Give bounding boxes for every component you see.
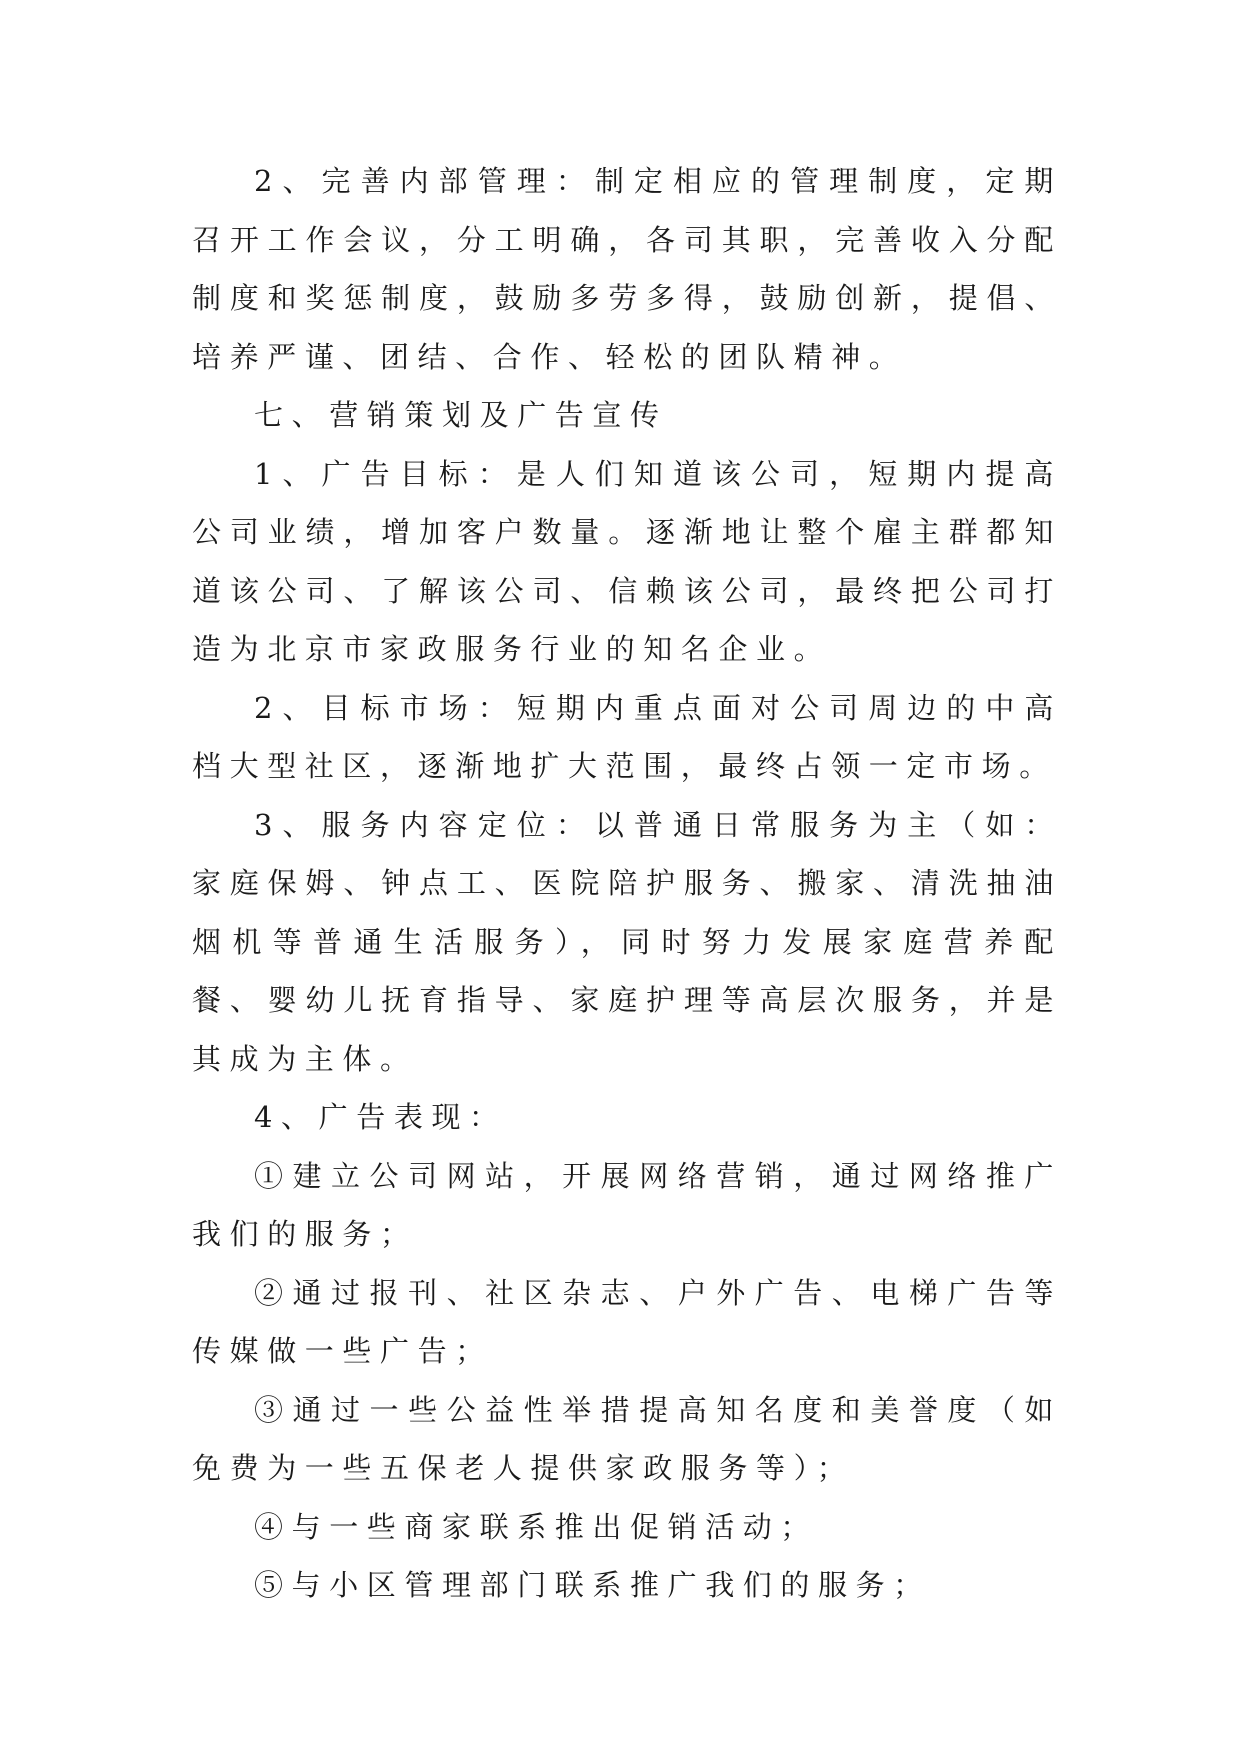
paragraph-internal-management: 2、完善内部管理：制定相应的管理制度，定期召开工作会议，分工明确，各司其职，完善收入分配制度和奖惩制度，鼓励多劳多得，鼓励创新，提倡、培养严谨、团结、合作、轻松的团队精神。: [192, 164, 1062, 374]
paragraph-ad-expression: 4、广告表现：: [254, 1100, 507, 1134]
paragraph-service-positioning: 3、服务内容定位：以普通日常服务为主（如：家庭保姆、钟点工、医院陪护服务、搬家、清洗抽油烟机等普通生活服务），同时努力发展家庭营养配餐、婴幼儿抚育指导、家庭护理等高层次服务，并是其成为主体。: [192, 807, 1062, 1076]
list-item-media-ads: ②通过报刊、社区杂志、户外广告、电梯广告等传媒做一些广告；: [192, 1275, 1062, 1368]
list-item-public-welfare: ③通过一些公益性举措提高知名度和美誉度（如免费为一些五保老人提供家政服务等）；: [192, 1392, 1062, 1485]
list-item-website: ①建立公司网站，开展网络营销，通过网络推广我们的服务；: [192, 1158, 1062, 1251]
list-item-community-promotion: ⑤与小区管理部门联系推广我们的服务；: [254, 1568, 931, 1602]
list-item-merchant-promotion: ④与一些商家联系推出促销活动；: [254, 1509, 819, 1544]
paragraph-target-market: 2、目标市场：短期内重点面对公司周边的中高档大型社区，逐渐地扩大范围，最终占领一定市场。: [192, 690, 1062, 783]
paragraph-ad-goal: 1、广告目标：是人们知道该公司，短期内提高公司业绩，增加客户数量。逐渐地让整个雇主群都知道该公司、了解该公司、信赖该公司，最终把公司打造为北京市家政服务行业的知名企业。: [192, 456, 1062, 666]
document-page: [192, 152, 1062, 1615]
section-heading-marketing: 七、营销策划及广告宣传: [254, 398, 668, 432]
